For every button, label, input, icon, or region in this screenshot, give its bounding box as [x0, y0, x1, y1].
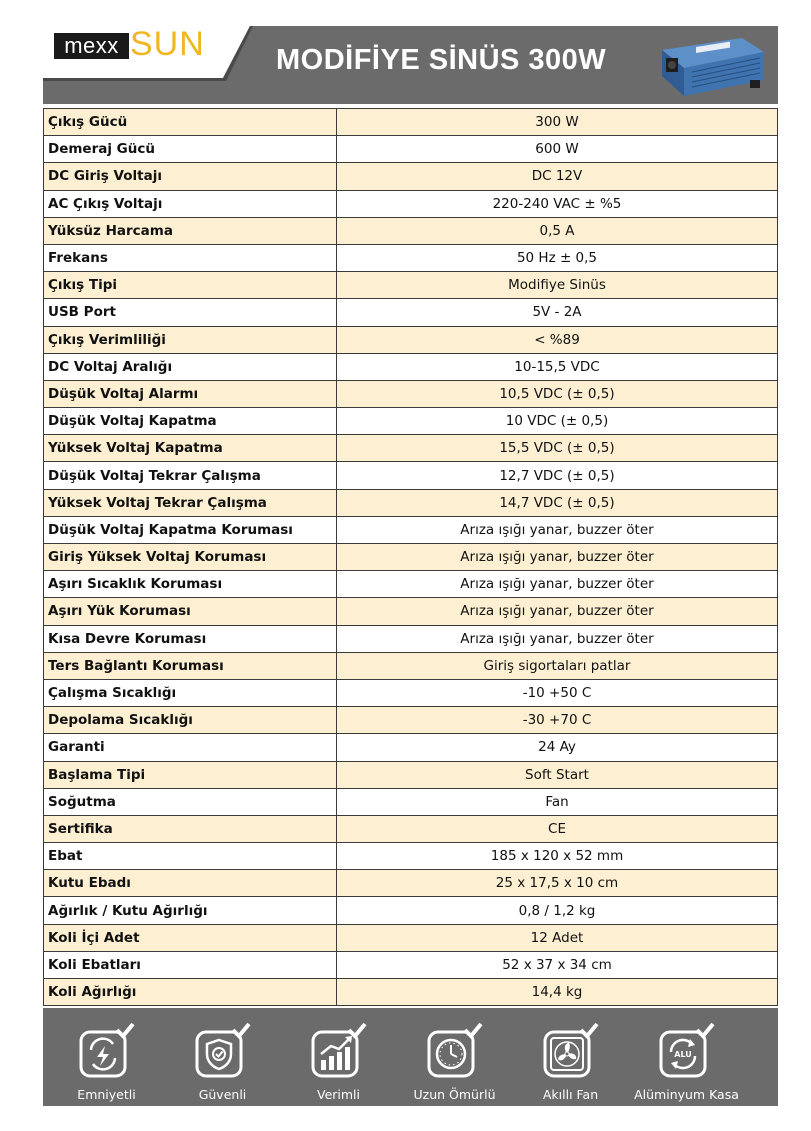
- table-row: [44, 897, 778, 924]
- spec-label: AC Çıkış Voltajı: [44, 190, 337, 217]
- spec-value: 185 x 120 x 52 mm: [337, 843, 778, 870]
- spec-value: Arıza ışığı yanar, buzzer öter: [337, 571, 778, 598]
- spec-value: -10 +50 C: [337, 679, 778, 706]
- spec-label: Kutu Ebadı: [44, 870, 337, 897]
- feature-label: Güvenli: [198, 1087, 247, 1102]
- spec-label: Çıkış Verimliliği: [44, 326, 337, 353]
- table-row: [44, 870, 778, 897]
- spec-label: Düşük Voltaj Alarmı: [44, 380, 337, 407]
- spec-value: Giriş sigortaları patlar: [337, 652, 778, 679]
- spec-label: Düşük Voltaj Tekrar Çalışma: [44, 462, 337, 489]
- spec-label: Başlama Tipi: [44, 761, 337, 788]
- table-row: [44, 136, 778, 163]
- spec-label: Ters Bağlantı Koruması: [44, 652, 337, 679]
- table-row: [44, 679, 778, 706]
- table-row: [44, 843, 778, 870]
- table-row: [44, 489, 778, 516]
- feature-guvenli: [165, 1016, 280, 1102]
- spec-value: 0,8 / 1,2 kg: [337, 897, 778, 924]
- spec-label: Çalışma Sıcaklığı: [44, 679, 337, 706]
- features-footer: [43, 1008, 778, 1106]
- logo-sun-text: SUN: [130, 25, 205, 63]
- table-row: [44, 272, 778, 299]
- spec-value: 300 W: [337, 109, 778, 136]
- table-row: [44, 299, 778, 326]
- spec-value: 10 VDC (± 0,5): [337, 408, 778, 435]
- spec-value: < %89: [337, 326, 778, 353]
- spec-label: Koli İçi Adet: [44, 924, 337, 951]
- spec-label: Düşük Voltaj Kapatma: [44, 408, 337, 435]
- spec-label: Ebat: [44, 843, 337, 870]
- page-title: MODİFİYE SİNÜS 300W: [276, 44, 607, 76]
- spec-label: Kısa Devre Koruması: [44, 625, 337, 652]
- spec-value: Arıza ışığı yanar, buzzer öter: [337, 625, 778, 652]
- spec-label: Depolama Sıcaklığı: [44, 707, 337, 734]
- table-row: [44, 924, 778, 951]
- lightning-cycle-icon: [77, 1022, 137, 1082]
- brand-logo: [54, 25, 205, 63]
- fan-icon: [541, 1022, 601, 1082]
- spec-value: Modifiye Sinüs: [337, 272, 778, 299]
- spec-value: 5V - 2A: [337, 299, 778, 326]
- spec-value: 24 Ay: [337, 734, 778, 761]
- spec-value: DC 12V: [337, 163, 778, 190]
- aluminium-recycle-icon: [657, 1022, 717, 1082]
- table-row: [44, 761, 778, 788]
- spec-label: Ağırlık / Kutu Ağırlığı: [44, 897, 337, 924]
- spec-value: 52 x 37 x 34 cm: [337, 951, 778, 978]
- spec-label: Soğutma: [44, 788, 337, 815]
- spec-value: 220-240 VAC ± %5: [337, 190, 778, 217]
- spec-label: Koli Ağırlığı: [44, 979, 337, 1006]
- feature-label: Uzun Ömürlü: [413, 1087, 496, 1102]
- spec-label: Yüksek Voltaj Kapatma: [44, 435, 337, 462]
- feature-label: Akıllı Fan: [542, 1087, 599, 1102]
- table-row: [44, 951, 778, 978]
- table-row: [44, 217, 778, 244]
- spec-value: 14,4 kg: [337, 979, 778, 1006]
- table-row: [44, 244, 778, 271]
- table-row: [44, 544, 778, 571]
- spec-value: 15,5 VDC (± 0,5): [337, 435, 778, 462]
- clock-icon: [425, 1022, 485, 1082]
- spec-value: 12,7 VDC (± 0,5): [337, 462, 778, 489]
- spec-value: 10,5 VDC (± 0,5): [337, 380, 778, 407]
- spec-value: Arıza ışığı yanar, buzzer öter: [337, 516, 778, 543]
- spec-value: Arıza ışığı yanar, buzzer öter: [337, 544, 778, 571]
- table-row: [44, 652, 778, 679]
- feature-label: Emniyetli: [77, 1087, 136, 1102]
- spec-label: USB Port: [44, 299, 337, 326]
- spec-value: Arıza ışığı yanar, buzzer öter: [337, 598, 778, 625]
- spec-value: Fan: [337, 788, 778, 815]
- spec-label: Giriş Yüksek Voltaj Koruması: [44, 544, 337, 571]
- table-row: [44, 190, 778, 217]
- table-row: [44, 326, 778, 353]
- table-row: [44, 598, 778, 625]
- spec-label: DC Giriş Voltajı: [44, 163, 337, 190]
- spec-label: Demeraj Gücü: [44, 136, 337, 163]
- spec-table: [43, 108, 778, 1006]
- table-row: [44, 163, 778, 190]
- feature-emniyetli: [49, 1016, 164, 1102]
- feature-label: Alüminyum Kasa: [634, 1087, 739, 1102]
- table-row: [44, 435, 778, 462]
- table-row: [44, 109, 778, 136]
- spec-label: DC Voltaj Aralığı: [44, 353, 337, 380]
- table-row: [44, 625, 778, 652]
- spec-label: Düşük Voltaj Kapatma Koruması: [44, 516, 337, 543]
- spec-label: Frekans: [44, 244, 337, 271]
- spec-label: Aşırı Sıcaklık Koruması: [44, 571, 337, 598]
- inverter-product-image: [652, 30, 770, 102]
- spec-label: Yüksek Voltaj Tekrar Çalışma: [44, 489, 337, 516]
- table-row: [44, 408, 778, 435]
- table-row: [44, 380, 778, 407]
- feature-label: Verimli: [316, 1087, 360, 1102]
- spec-value: CE: [337, 815, 778, 842]
- spec-value: Soft Start: [337, 761, 778, 788]
- spec-value: -30 +70 C: [337, 707, 778, 734]
- feature-aluminyum-kasa: [629, 1016, 744, 1102]
- feature-akilli-fan: [513, 1016, 628, 1102]
- spec-value: 12 Adet: [337, 924, 778, 951]
- table-row: [44, 788, 778, 815]
- table-row: [44, 815, 778, 842]
- spec-label: Garanti: [44, 734, 337, 761]
- shield-check-icon: [193, 1022, 253, 1082]
- bar-chart-icon: [309, 1022, 369, 1082]
- spec-label: Aşırı Yük Koruması: [44, 598, 337, 625]
- table-row: [44, 734, 778, 761]
- table-row: [44, 571, 778, 598]
- table-row: [44, 462, 778, 489]
- feature-uzun-omurlu: [397, 1016, 512, 1102]
- table-row: [44, 353, 778, 380]
- spec-label: Yüksüz Harcama: [44, 217, 337, 244]
- spec-label: Koli Ebatları: [44, 951, 337, 978]
- spec-value: 0,5 A: [337, 217, 778, 244]
- spec-value: 600 W: [337, 136, 778, 163]
- logo-mexx-text: mexx: [54, 33, 129, 59]
- feature-verimli: [281, 1016, 396, 1102]
- table-row: [44, 707, 778, 734]
- spec-value: 50 Hz ± 0,5: [337, 244, 778, 271]
- table-row: [44, 979, 778, 1006]
- table-row: [44, 516, 778, 543]
- spec-label: Çıkış Tipi: [44, 272, 337, 299]
- spec-value: 25 x 17,5 x 10 cm: [337, 870, 778, 897]
- alu-badge-text: ALU: [674, 1050, 692, 1059]
- spec-label: Çıkış Gücü: [44, 109, 337, 136]
- spec-value: 10-15,5 VDC: [337, 353, 778, 380]
- spec-value: 14,7 VDC (± 0,5): [337, 489, 778, 516]
- spec-label: Sertifika: [44, 815, 337, 842]
